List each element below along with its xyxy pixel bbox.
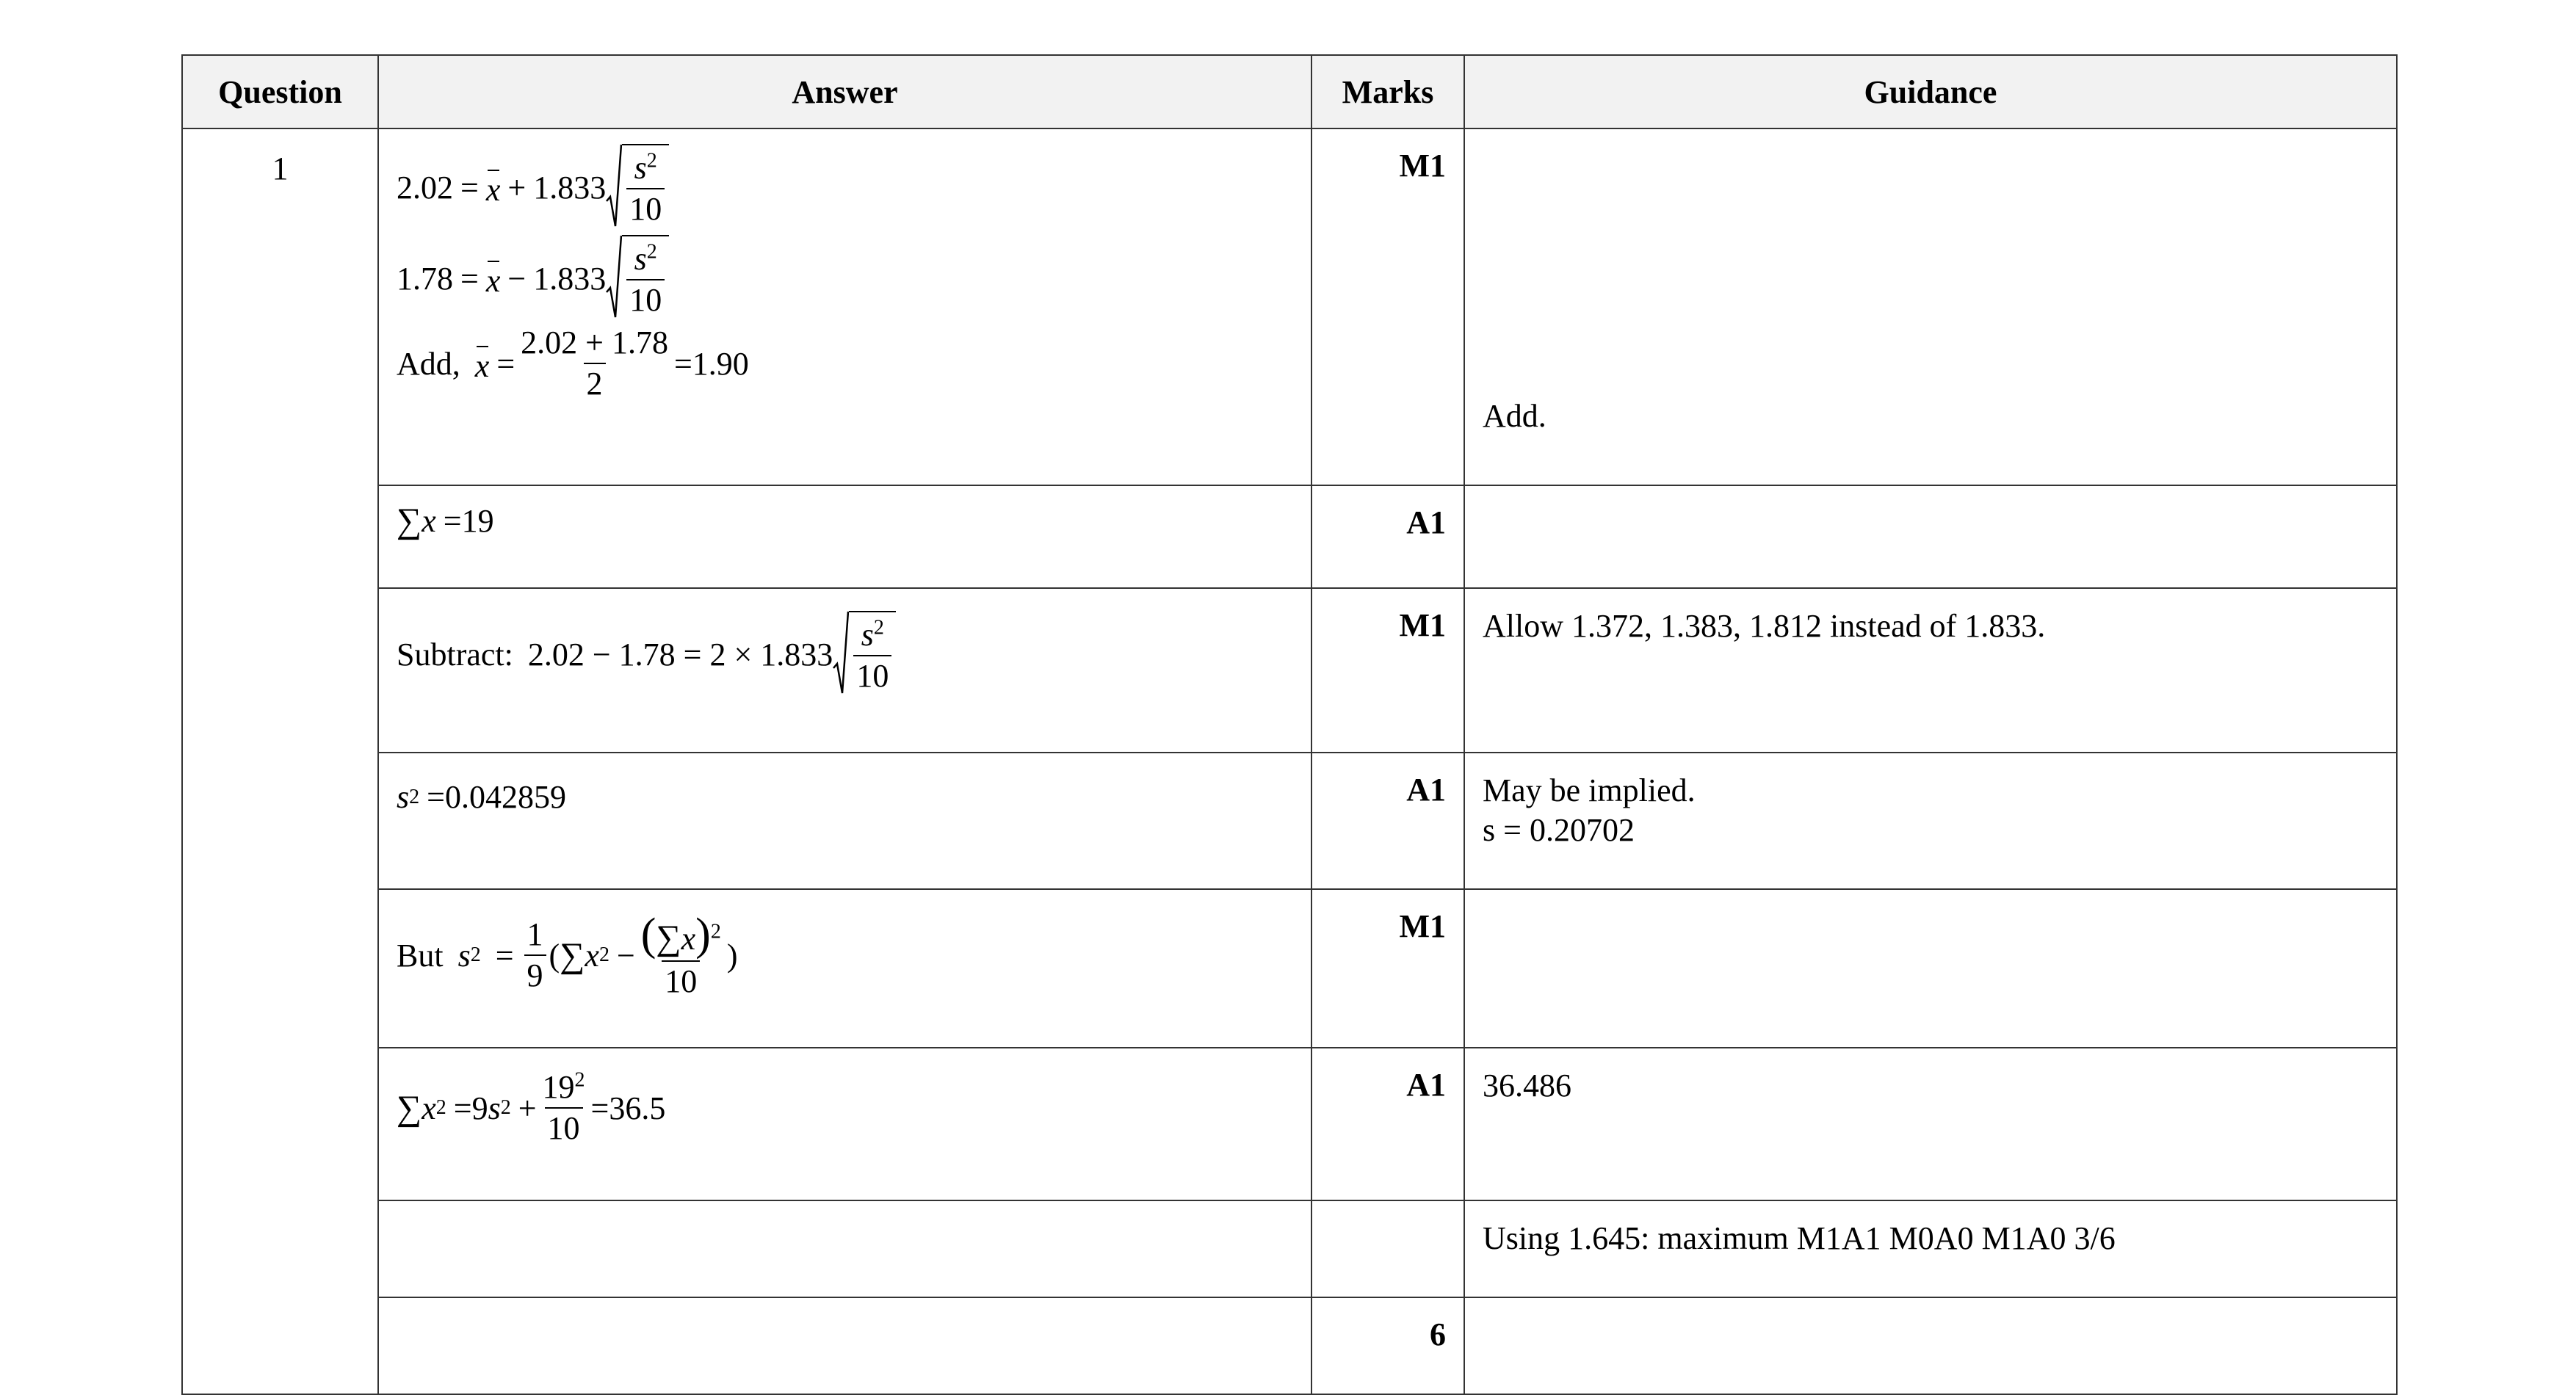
sqrt-symbol: $\frac{s^2}{10}$ <box>606 144 669 231</box>
sqrt-symbol: $\frac{s^2}{10}$ <box>606 235 669 322</box>
header-marks: Marks <box>1311 55 1464 128</box>
answer-cell: ∑ x 2 = 9 s 2 + $\frac{19^2}{10}$ = 36.5 <box>378 1048 1311 1200</box>
table-row <box>182 889 2397 1048</box>
fraction: $\frac{(\sum x)^2}{10}$ <box>640 910 721 999</box>
marks-cell: M1 <box>1311 588 1464 753</box>
table-row <box>182 753 2397 889</box>
equation-mean: Add, x = $\frac{2.02 + 1.78}{2}$ = 1.90 <box>397 325 749 402</box>
guidance-cell <box>1464 1297 2397 1394</box>
guidance-cell <box>1464 889 2397 1048</box>
mark-scheme-table <box>181 54 2398 1395</box>
answer-cell: s 2 = 0.042859 <box>378 753 1311 889</box>
table-row <box>182 1297 2397 1394</box>
answer-cell: But s 2 = $\frac{1}{9}$ ( ∑ x 2 − $\frac{(\sum x)^2}{10}$ ) <box>378 889 1311 1048</box>
table-row <box>182 485 2397 588</box>
header-answer: Answer <box>378 55 1311 128</box>
marks-cell: M1 <box>1311 889 1464 1048</box>
guidance-cell: 36.486 <box>1464 1048 2397 1200</box>
answer-cell <box>378 128 1311 485</box>
fraction: $\frac{1}{9}$ <box>524 918 546 993</box>
table-row <box>182 128 2397 485</box>
equation-upper-bound: 2.02 = x + 1.833 $\frac{s^2}{10}$ <box>397 144 1293 231</box>
answer-cell <box>378 1297 1311 1394</box>
question-number: 1 <box>182 128 378 1394</box>
sqrt-symbol: $\frac{s^2}{10}$ <box>833 611 896 698</box>
total-marks: 6 <box>1311 1297 1464 1394</box>
guidance-cell: Using 1.645: maximum M1A1 M0A0 M1A0 3/6 <box>1464 1200 2397 1297</box>
table-row <box>182 1048 2397 1200</box>
guidance-cell: May be implied. s = 0.20702 <box>1464 753 2397 889</box>
marks-cell: A1 <box>1311 753 1464 889</box>
header-question: Question <box>182 55 378 128</box>
header-row <box>182 55 2397 128</box>
marks-cell: M1 <box>1311 128 1464 485</box>
answer-cell: ∑ x = 19 <box>378 485 1311 588</box>
fraction: $\frac{2.02 + 1.78}{2}$ <box>521 325 668 402</box>
header-guidance: Guidance <box>1464 55 2397 128</box>
answer-cell: Subtract: 2.02 − 1.78 = 2 × 1.833 $\frac{s^2}{10}$ <box>378 588 1311 753</box>
marks-cell: A1 <box>1311 485 1464 588</box>
table-row <box>182 588 2397 753</box>
fraction: $\frac{19^2}{10}$ <box>542 1068 585 1146</box>
guidance-cell: Add. <box>1464 128 2397 485</box>
guidance-cell: Allow 1.372, 1.383, 1.812 instead of 1.833. <box>1464 588 2397 753</box>
marks-cell <box>1311 1200 1464 1297</box>
guidance-cell <box>1464 485 2397 588</box>
answer-cell <box>378 1200 1311 1297</box>
table-row <box>182 1200 2397 1297</box>
equation-lower-bound: 1.78 = x − 1.833 $\frac{s^2}{10}$ <box>397 235 1293 322</box>
marks-cell: A1 <box>1311 1048 1464 1200</box>
